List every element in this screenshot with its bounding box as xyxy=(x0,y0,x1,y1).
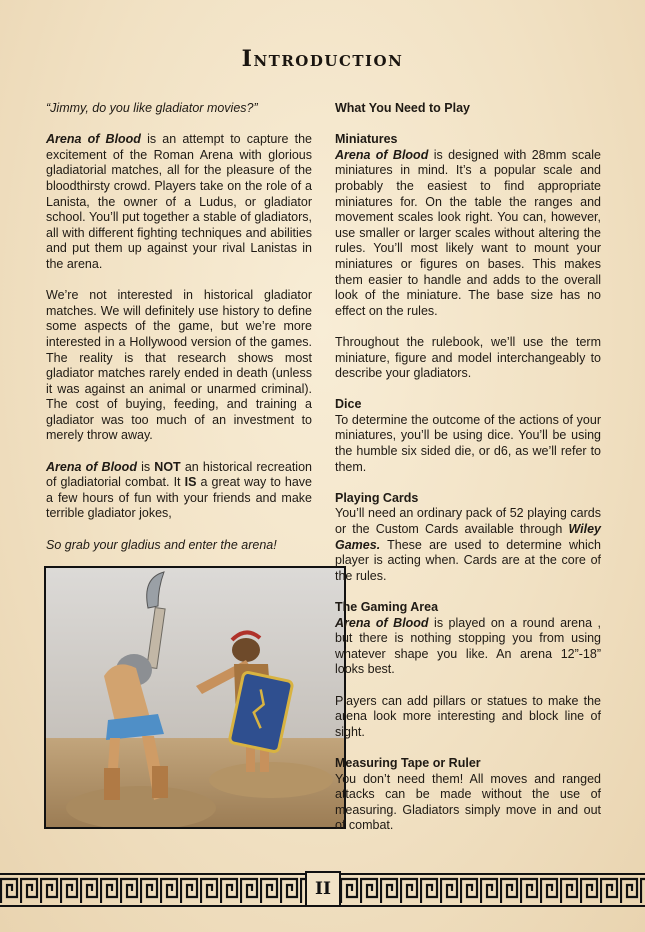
gaming-area-paragraph: Arena of Blood is played on a round arena , but there is nothing stopping you from using whatever shape you like. An arena 12”-18” looks best. xyxy=(335,615,601,677)
right-column xyxy=(335,101,601,850)
intro-paragraph: Arena of Blood is an attempt to capture the excitement of the Roman Arena with glorious gladiatorial matches, all for the pleasure of the bloodthirsty crowd. Players take on the role of a Lanista, the owner of a Ludus, or gladiator school. You’ll put together a stable of gladiators, all with different fighting techniques and abilities and put them up against your rival Lanistas in the arena. xyxy=(46,132,312,271)
disclaimer-paragraph: Arena of Blood is NOT an historical recreation of gladiatorial combat. It IS a great way to have a few hours of fun with your friends and make terrible gladiator jokes, xyxy=(46,459,312,521)
left-column xyxy=(46,101,312,569)
miniatures-heading: Miniatures xyxy=(335,132,398,147)
opening-quote: “Jimmy, do you like gladiator movies?” xyxy=(46,101,258,115)
section-heading: What You Need to Play xyxy=(335,101,470,115)
page-number: II xyxy=(305,871,341,907)
measuring-paragraph: You don’t need them! All moves and ranged attacks can be made without the use of measuring. Gladiators simply move in and out of combat. xyxy=(335,771,601,833)
gaming-area-heading: The Gaming Area xyxy=(335,600,439,614)
miniatures-paragraph: Arena of Blood is designed with 28mm scale miniatures in mind. It’s a popular scale and probably the easiest to find appropriate miniatures for. On the table the ranges and movement scales look right. You can, however, use smaller or larger scales without altering the rules. You’ll most likely want to mount your miniatures or figures on bases. This makes them easier to handle and adds to the overall look of the miniature. The base size has no effect on the rules. xyxy=(335,147,601,318)
dice-paragraph: To determine the outcome of the actions of your miniatures, you’ll be using dice. You’ll be using the humble six sided die, or d6, as we’ll refer to them. xyxy=(335,412,601,474)
cards-heading: Playing Cards xyxy=(335,490,419,505)
cards-paragraph: You’ll need an ordinary pack of 52 playing cards or the Custom Cards available through Wiley Games. These are used to determine which player is acting when. Cards are at the core of the rules. xyxy=(335,506,601,583)
gladiator-miniatures-photo xyxy=(44,566,346,829)
dice-heading: Dice xyxy=(335,397,362,412)
history-paragraph: We’re not interested in historical gladiator matches. We will definitely use history to define some aspects of the game, but we’re more interested in a Hollywood version of the games. The reality is that research shows most gladiator matches rarely ended in death (unless it was against an animal or unarmed criminal). The cost of buying, feeding, and training a gladiator was too much of an investment to merely throw away. xyxy=(46,288,312,443)
pillars-paragraph: Players can add pillars or statues to make the arena look more interesting and block line of sight. xyxy=(335,693,601,739)
terms-paragraph: Throughout the rulebook, we’ll use the term miniature, figure and model interchangeably to describe your gladiators. xyxy=(335,334,601,381)
page-title: Introduction xyxy=(241,46,404,72)
closing-line: So grab your gladius and enter the arena! xyxy=(46,537,277,552)
measuring-heading: Measuring Tape or Ruler xyxy=(335,755,481,770)
